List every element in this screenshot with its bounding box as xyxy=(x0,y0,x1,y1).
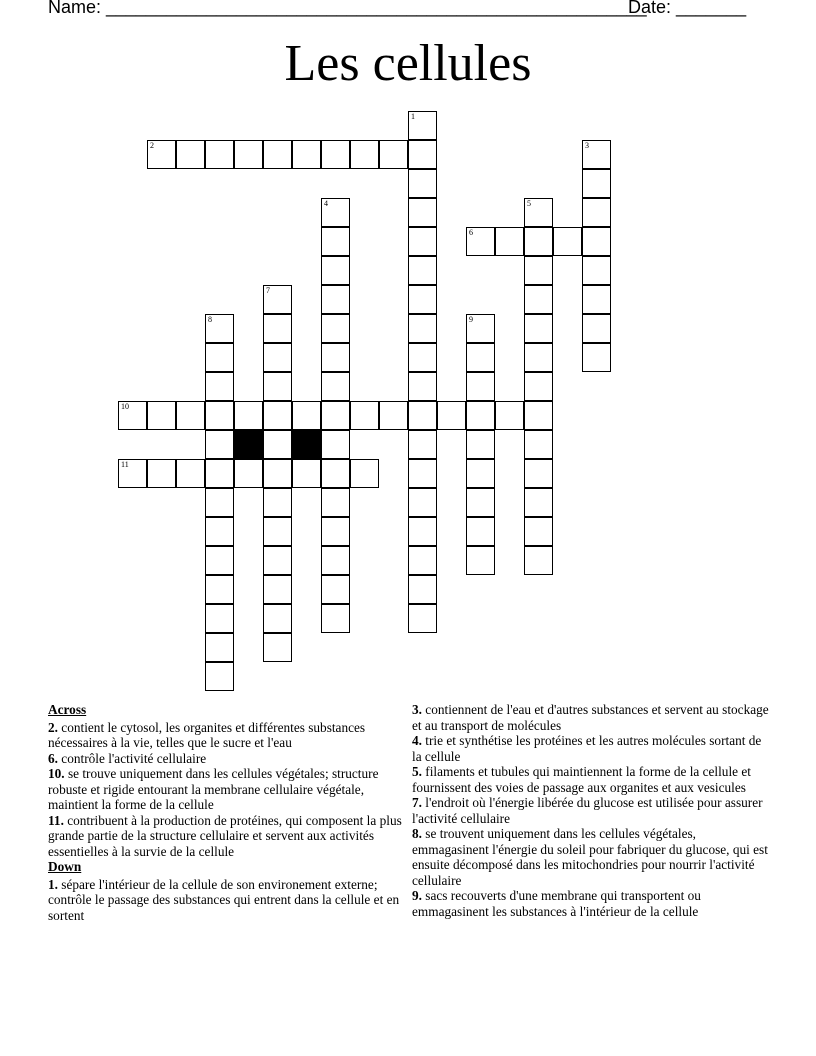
grid-cell[interactable] xyxy=(495,401,524,430)
grid-cell[interactable] xyxy=(408,401,437,430)
grid-cell[interactable] xyxy=(582,314,611,343)
grid-cell[interactable] xyxy=(292,459,321,488)
grid-cell[interactable] xyxy=(263,488,292,517)
grid-cell[interactable] xyxy=(524,430,553,459)
clue-number: 1 xyxy=(411,112,415,121)
clue-number-label: 10. xyxy=(48,766,65,781)
clue-number: 3 xyxy=(585,141,589,150)
grid-cell[interactable] xyxy=(466,343,495,372)
grid-cell[interactable] xyxy=(466,314,495,343)
across-heading: Across xyxy=(48,702,87,717)
grid-cell[interactable] xyxy=(582,198,611,227)
grid-cell[interactable] xyxy=(524,459,553,488)
grid-cell[interactable] xyxy=(321,430,350,459)
grid-cell[interactable] xyxy=(263,401,292,430)
grid-cell[interactable] xyxy=(408,343,437,372)
grid-cell[interactable] xyxy=(524,198,553,227)
grid-cell[interactable] xyxy=(205,314,234,343)
grid-cell[interactable] xyxy=(321,488,350,517)
name-line[interactable]: Name: ______________________________________________________ xyxy=(48,0,647,17)
grid-cell[interactable] xyxy=(321,198,350,227)
grid-cell[interactable] xyxy=(205,633,234,662)
grid-cell[interactable] xyxy=(466,430,495,459)
grid-cell[interactable] xyxy=(408,198,437,227)
grid-block xyxy=(292,430,321,459)
down-clue: 7. l'endroit où l'énergie libérée du glucose est utilisée pour assurer l'activité cellulaire xyxy=(412,795,763,826)
grid-cell[interactable] xyxy=(205,140,234,169)
clue-number-label: 5. xyxy=(412,764,422,779)
grid-cell[interactable] xyxy=(524,314,553,343)
grid-cell[interactable] xyxy=(524,343,553,372)
clue-number: 7 xyxy=(266,286,270,295)
grid-cell[interactable] xyxy=(524,517,553,546)
grid-cell[interactable] xyxy=(524,488,553,517)
across-clue: 10. se trouve uniquement dans les cellules végétales; structure robuste et rigide entourant la membrane cellulaire végétale, maintient la forme de la cellule xyxy=(48,766,379,812)
grid-cell[interactable] xyxy=(408,604,437,633)
clue-number-label: 9. xyxy=(412,888,422,903)
grid-cell[interactable] xyxy=(147,459,176,488)
clue-number: 4 xyxy=(324,199,328,208)
grid-cell[interactable] xyxy=(176,140,205,169)
grid-cell[interactable] xyxy=(321,256,350,285)
grid-cell[interactable] xyxy=(205,517,234,546)
date-line[interactable]: Date: _______ xyxy=(628,0,747,17)
grid-cell[interactable] xyxy=(321,343,350,372)
clues-right-column xyxy=(412,702,772,919)
grid-cell[interactable] xyxy=(408,546,437,575)
grid-cell[interactable] xyxy=(408,430,437,459)
grid-cell[interactable] xyxy=(118,459,147,488)
down-clue: 4. trie et synthétise les protéines et les autres molécules sortant de la cellule xyxy=(412,733,762,764)
grid-cell[interactable] xyxy=(582,227,611,256)
grid-cell[interactable] xyxy=(205,662,234,691)
grid-cell[interactable] xyxy=(582,140,611,169)
grid-cell[interactable] xyxy=(263,372,292,401)
grid-cell[interactable] xyxy=(466,401,495,430)
grid-cell[interactable] xyxy=(321,372,350,401)
grid-cell[interactable] xyxy=(466,517,495,546)
down-clue: 9. sacs recouverts d'une membrane qui transportent ou emmagasinent les substances à l'intérieur de la cellule xyxy=(412,888,701,919)
grid-cell[interactable] xyxy=(263,633,292,662)
grid-cell[interactable] xyxy=(263,517,292,546)
clue-number-label: 2. xyxy=(48,719,58,735)
grid-cell[interactable] xyxy=(350,140,379,169)
grid-cell[interactable] xyxy=(524,285,553,314)
down-clue: 5. filaments et tubules qui maintiennent la forme de la cellule et fournissent des voies de passage aux organites et aux vesicules xyxy=(412,764,751,795)
clue-number: 9 xyxy=(469,315,473,324)
clue-number: 10 xyxy=(121,402,129,411)
grid-cell[interactable] xyxy=(408,169,437,198)
grid-cell[interactable] xyxy=(408,517,437,546)
grid-cell[interactable] xyxy=(582,256,611,285)
grid-cell[interactable] xyxy=(205,604,234,633)
grid-cell[interactable] xyxy=(524,227,553,256)
grid-cell[interactable] xyxy=(582,343,611,372)
grid-cell[interactable] xyxy=(234,401,263,430)
clue-number-label: 3. xyxy=(412,702,422,717)
grid-cell[interactable] xyxy=(408,256,437,285)
grid-cell[interactable] xyxy=(437,401,466,430)
grid-cell[interactable] xyxy=(408,285,437,314)
grid-cell[interactable] xyxy=(379,140,408,169)
grid-cell[interactable] xyxy=(408,575,437,604)
grid-cell[interactable] xyxy=(466,546,495,575)
grid-cell[interactable] xyxy=(466,459,495,488)
grid-cell[interactable] xyxy=(408,111,437,140)
grid-cell[interactable] xyxy=(582,169,611,198)
grid-cell[interactable] xyxy=(263,285,292,314)
grid-cell[interactable] xyxy=(495,227,524,256)
grid-cell[interactable] xyxy=(408,372,437,401)
grid-cell[interactable] xyxy=(321,517,350,546)
down-clue-list xyxy=(48,877,406,924)
grid-cell[interactable] xyxy=(205,488,234,517)
down-clue: 8. se trouvent uniquement dans les cellules végétales, emmagasinent l'énergie du soleil pour fabriquer du glucose, qui est ensuite décomposé dans les mitochondries pour nourrir l'activité cellulaire xyxy=(412,826,768,888)
grid-cell[interactable] xyxy=(234,140,263,169)
grid-cell[interactable] xyxy=(321,227,350,256)
grid-cell[interactable] xyxy=(263,314,292,343)
grid-cell[interactable] xyxy=(524,401,553,430)
grid-cell[interactable] xyxy=(466,227,495,256)
down-heading: Down xyxy=(48,859,82,874)
clue-number: 8 xyxy=(208,315,212,324)
grid-cell[interactable] xyxy=(205,546,234,575)
grid-cell[interactable] xyxy=(466,488,495,517)
grid-cell[interactable] xyxy=(205,459,234,488)
clue-number: 11 xyxy=(121,460,129,469)
grid-cell[interactable] xyxy=(321,604,350,633)
grid-cell[interactable] xyxy=(263,604,292,633)
grid-cell[interactable] xyxy=(176,459,205,488)
grid-cell[interactable] xyxy=(553,227,582,256)
grid-cell[interactable] xyxy=(176,401,205,430)
grid-cell[interactable] xyxy=(147,401,176,430)
clue-number: 5 xyxy=(527,199,531,208)
across-clue: 11. contribuent à la production de protéines, qui composent la plus grande partie de la structure cellulaire et servent aux activités essentielles à la survie de la cellule xyxy=(48,812,402,859)
clue-number: 2 xyxy=(150,141,154,150)
down-clue-list-continued xyxy=(412,702,772,919)
grid-cell[interactable] xyxy=(408,227,437,256)
grid-cell[interactable] xyxy=(524,372,553,401)
grid-cell[interactable] xyxy=(118,401,147,430)
grid-cell[interactable] xyxy=(321,314,350,343)
grid-cell[interactable] xyxy=(379,401,408,430)
grid-cell[interactable] xyxy=(321,459,350,488)
down-clue: 3. contiennent de l'eau et d'autres substances et servent au stockage et au transport de molécules xyxy=(412,702,769,733)
grid-cell[interactable] xyxy=(350,459,379,488)
grid-cell[interactable] xyxy=(263,343,292,372)
grid-cell[interactable] xyxy=(205,372,234,401)
down-clue: 1. sépare l'intérieur de la cellule de son environement externe; contrôle le passage des substances qui entrent dans la cellule et en sortent xyxy=(48,876,400,923)
clue-number-label: 11. xyxy=(48,812,64,828)
grid-cell[interactable] xyxy=(205,575,234,604)
grid-cell[interactable] xyxy=(321,140,350,169)
clues-left-column xyxy=(48,702,406,923)
grid-cell[interactable] xyxy=(321,546,350,575)
grid-cell[interactable] xyxy=(147,140,176,169)
grid-cell[interactable] xyxy=(321,285,350,314)
grid-cell[interactable] xyxy=(263,430,292,459)
grid-cell[interactable] xyxy=(408,314,437,343)
grid-cell[interactable] xyxy=(321,575,350,604)
grid-cell[interactable] xyxy=(408,459,437,488)
grid-cell[interactable] xyxy=(350,401,379,430)
grid-cell[interactable] xyxy=(321,401,350,430)
grid-cell[interactable] xyxy=(234,459,263,488)
grid-cell[interactable] xyxy=(408,488,437,517)
clue-number-label: 6. xyxy=(48,750,58,766)
across-clue: 6. contrôle l'activité cellulaire xyxy=(48,750,207,766)
clue-number-label: 4. xyxy=(412,733,422,748)
across-clue-list xyxy=(48,720,406,860)
grid-cell[interactable] xyxy=(263,140,292,169)
grid-cell[interactable] xyxy=(466,372,495,401)
grid-cell[interactable] xyxy=(524,256,553,285)
page-title: Les cellules xyxy=(284,35,532,92)
across-clue: 2. contient le cytosol, les organites et différentes substances nécessaires à la vie, telles que le sucre et l'eau xyxy=(48,719,366,750)
grid-cell[interactable] xyxy=(292,140,321,169)
clue-number-label: 1. xyxy=(48,876,58,892)
grid-cell[interactable] xyxy=(263,575,292,604)
clue-number: 6 xyxy=(469,228,473,237)
grid-cell[interactable] xyxy=(205,401,234,430)
clue-number-label: 8. xyxy=(412,826,422,841)
grid-cell[interactable] xyxy=(263,546,292,575)
clue-number-label: 7. xyxy=(412,795,422,810)
grid-cell[interactable] xyxy=(263,459,292,488)
grid-cell[interactable] xyxy=(582,285,611,314)
grid-cell[interactable] xyxy=(205,343,234,372)
grid-cell[interactable] xyxy=(205,430,234,459)
grid-cell[interactable] xyxy=(524,546,553,575)
grid-cell[interactable] xyxy=(408,140,437,169)
grid-cell[interactable] xyxy=(292,401,321,430)
grid-block xyxy=(234,430,263,459)
